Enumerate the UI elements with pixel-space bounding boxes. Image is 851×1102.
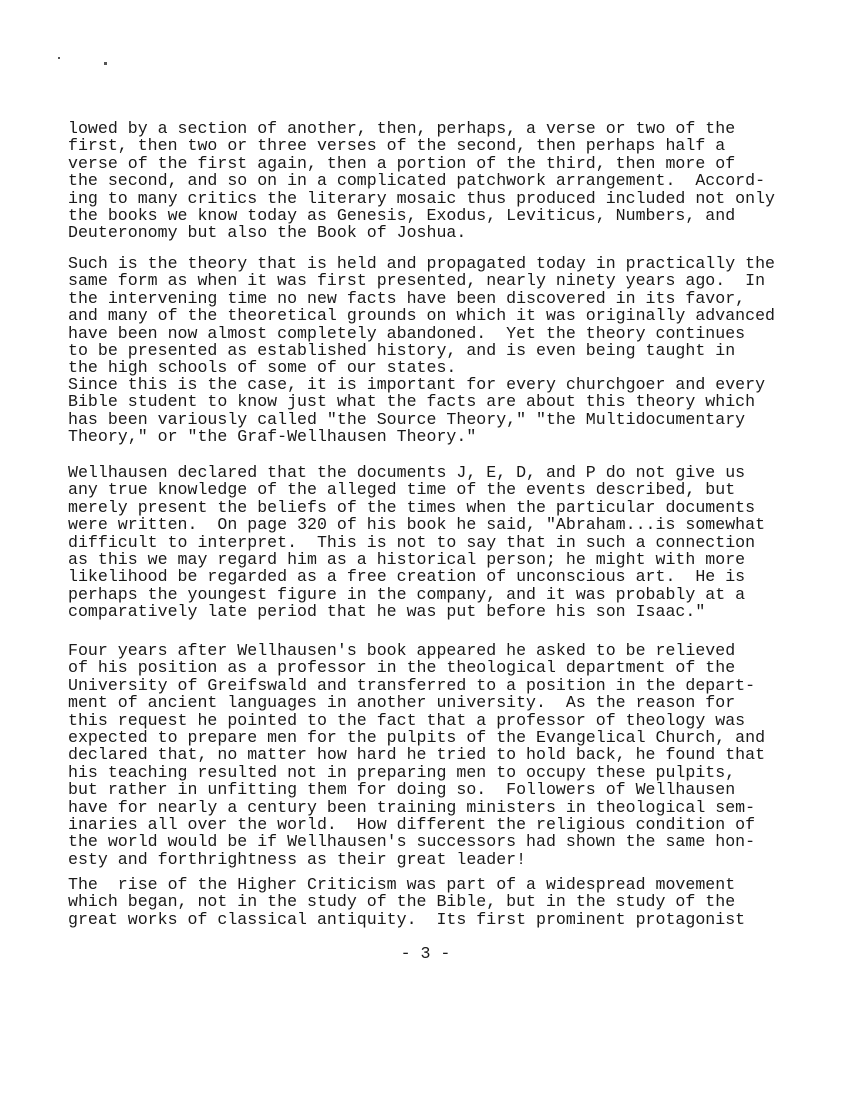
text-line: his teaching resulted not in preparing men to occupy these pulpits, [68,762,736,782]
text-line: great works of classical antiquity. Its first prominent protagonist [68,909,746,929]
text-line: verse of the first again, then a portion of the third, then more of [68,153,736,173]
paragraph [68,120,775,242]
text-line: the intervening time no new facts have been discovered in its favor, [68,288,746,308]
text-line: esty and forthrightness as their great leader! [68,849,527,869]
text-line: ing to many critics the literary mosaic thus produced included not only [68,188,776,208]
text-line: likelihood be regarded as a free creation of unconscious art. He is [68,567,746,587]
text-line: and many of the theoretical grounds on which it was originally advanced [68,306,776,326]
paragraph [68,464,765,621]
text-line: to be presented as established history, and is even being taught in [68,341,736,361]
text-line: first, then two or three verses of the second, then perhaps half a [68,136,726,156]
text-line: of his position as a professor in the theological department of the [68,658,736,678]
text-line: perhaps the youngest figure in the company, and it was probably at a [68,584,746,604]
text-line: ment of ancient languages in another university. As the reason for [68,693,736,713]
text-line: comparatively late period that he was put before his son Isaac." [68,602,706,622]
text-line: Theory," or "the Graf-Wellhausen Theory." [68,427,477,447]
text-line: the second, and so on in a complicated patchwork arrangement. Accord- [68,171,766,191]
page-number: - 3 - [400,944,451,963]
paragraph [68,642,765,868]
text-line: have for nearly a century been training ministers in theological sem- [68,797,756,817]
scan-speck [104,62,107,65]
text-line: lowed by a section of another, then, perhaps, a verse or two of the [68,119,736,138]
text-line: Deuteronomy but also the Book of Joshua. [68,223,467,243]
text-line: the high schools of some of our states. [68,358,457,378]
text-line: Bible student to know just what the facts are about this theory which [68,392,756,412]
text-line: any true knowledge of the alleged time of the events described, but [68,480,736,500]
text-line: expected to prepare men for the pulpits of the Evangelical Church, and [68,728,766,748]
paragraph [68,255,775,377]
text-line: the books we know today as Genesis, Exodus, Leviticus, Numbers, and [68,206,736,226]
text-line: University of Greifswald and transferred to a position in the depart- [68,675,756,695]
text-line: Wellhausen declared that the documents J, E, D, and P do not give us [68,463,746,482]
text-line: as this we may regard him as a historical person; he might with more [68,550,746,570]
text-line: were written. On page 320 of his book he said, "Abraham...is somewhat [68,515,766,535]
text-line: but rather in unfitting them for doing so. Followers of Wellhausen [68,780,736,800]
text-line: this request he pointed to the fact that a professor of theology was [68,710,746,730]
paragraph [68,376,765,446]
text-line: which began, not in the study of the Bible, but in the study of the [68,892,736,912]
text-line: same form as when it was first presented, nearly ninety years ago. In [68,271,766,291]
text-line: the world would be if Wellhausen's successors had shown the same hon- [68,832,756,852]
text-line: has been variously called "the Source Theory," "the Multidocumentary [68,409,746,429]
text-line: The rise of the Higher Criticism was part of a widespread movement [68,875,736,894]
text-line: merely present the beliefs of the times when the particular documents [68,497,756,517]
text-line: inaries all over the world. How different the religious condition of [68,815,756,835]
scan-speck [58,57,60,59]
text-line: Since this is the case, it is important for every churchgoer and every [68,375,766,394]
text-line: declared that, no matter how hard he tried to hold back, he found that [68,745,766,765]
text-line: Such is the theory that is held and propagated today in practically the [68,254,776,273]
text-line: Four years after Wellhausen's book appeared he asked to be relieved [68,641,736,660]
paragraph [68,876,745,928]
text-line: difficult to interpret. This is not to say that in such a connection [68,532,756,552]
text-line: have been now almost completely abandoned. Yet the theory continues [68,323,746,343]
